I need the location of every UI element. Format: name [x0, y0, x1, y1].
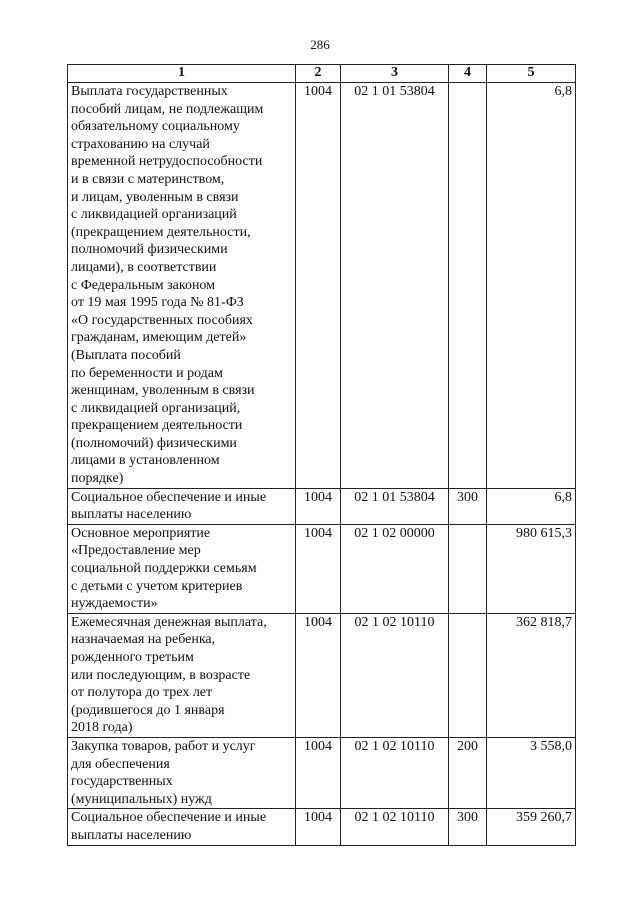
row-name-line: полномочий физическими [71, 242, 228, 258]
amount-cell: 3 558,0 [487, 737, 576, 808]
row-name-line: социальной поддержки семьям [71, 561, 257, 577]
amount-cell: 6,8 [487, 83, 576, 489]
section-cell: 1004 [296, 83, 341, 489]
header-col-5: 5 [487, 65, 576, 83]
row-name-line: прекращением деятельности [71, 418, 243, 434]
table-row [68, 488, 576, 524]
row-name-line: лицами в установленном [71, 453, 220, 469]
row-name-line: Выплата государственных [71, 84, 228, 99]
target-article-cell: 02 1 02 10110 [341, 809, 449, 845]
row-name-line: страхованию на случай [71, 136, 210, 152]
expense-type-cell: 300 [449, 488, 487, 524]
section-cell: 1004 [296, 809, 341, 845]
row-name-cell [68, 488, 296, 524]
section-cell: 1004 [296, 737, 341, 808]
row-name-line: (родившегося до 1 января [71, 702, 225, 718]
row-name-line: или последующим, в возрасте [71, 667, 251, 683]
row-name-cell [68, 809, 296, 845]
amount-cell: 362 818,7 [487, 613, 576, 737]
budget-table [67, 64, 576, 846]
row-name-line: Ежемесячная денежная выплата, [71, 614, 267, 630]
expense-type-cell [449, 524, 487, 613]
row-name-line: с Федеральным законом [71, 277, 216, 293]
amount-cell: 359 260,7 [487, 809, 576, 845]
table-row [68, 737, 576, 808]
header-col-1: 1 [68, 65, 296, 83]
row-name-line: выплаты населению [71, 507, 192, 523]
row-name-cell [68, 524, 296, 613]
row-name-cell [68, 613, 296, 737]
section-cell: 1004 [296, 524, 341, 613]
table-header [68, 65, 576, 83]
row-name-line: Закупка товаров, работ и услуг [71, 738, 256, 754]
target-article-cell: 02 1 01 53804 [341, 488, 449, 524]
row-name-line: порядке) [71, 471, 124, 487]
row-name-line: для обеспечения [71, 756, 170, 772]
row-name-line: с ликвидацией организаций [71, 207, 237, 223]
target-article-cell: 02 1 02 00000 [341, 524, 449, 613]
amount-cell: 980 615,3 [487, 524, 576, 613]
table-row [68, 809, 576, 845]
page-number: 286 [310, 37, 330, 52]
header-col-3: 3 [341, 65, 449, 83]
expense-type-cell [449, 613, 487, 737]
row-name-line: пособий лицам, не подлежащим [71, 101, 264, 117]
row-name-line: «Предоставление мер [71, 543, 201, 559]
target-article-cell: 02 1 02 10110 [341, 613, 449, 737]
table-row [68, 524, 576, 613]
header-col-4: 4 [449, 65, 487, 83]
row-name-line: назначаемая на ребенка, [71, 632, 216, 648]
row-name-line: обязательному социальному [71, 119, 240, 135]
row-name-line: рожденного третьим [71, 650, 194, 665]
row-name-line: (прекращением деятельности, [71, 224, 251, 240]
row-name-line: и в связи с материнством, [71, 171, 225, 187]
row-name-line: Социальное обеспечение и иные [71, 810, 267, 826]
row-name-line: государственных [71, 774, 173, 790]
target-article-cell: 02 1 01 53804 [341, 83, 449, 489]
header-col-2: 2 [296, 65, 341, 83]
row-name-line: Основное мероприятие [71, 525, 211, 541]
row-name-line: от полутора до трех лет [71, 685, 213, 701]
row-name-cell [68, 737, 296, 808]
row-name-line: 2018 года) [71, 720, 133, 736]
row-name-line: временной нетрудоспособности [71, 154, 263, 170]
row-name-line: с детьми с учетом критериев [71, 578, 243, 594]
section-cell: 1004 [296, 488, 341, 524]
row-name-line: женщинам, уволенным в связи [71, 383, 255, 399]
row-name-cell [68, 83, 296, 489]
amount-cell: 6,8 [487, 488, 576, 524]
row-name-line: от 19 мая 1995 года № 81-ФЗ [71, 295, 244, 311]
row-name-line: по беременности и родам [71, 365, 223, 381]
row-name-line: (муниципальных) нужд [71, 791, 212, 807]
row-name-line: Социальное обеспечение и иные [71, 489, 267, 505]
row-name-line: и лицам, уволенным в связи [71, 189, 239, 205]
target-article-cell: 02 1 02 10110 [341, 737, 449, 808]
row-name-line: гражданам, имеющим детей» [71, 330, 247, 346]
table-row [68, 613, 576, 737]
expense-type-cell [449, 83, 487, 489]
expense-type-cell: 200 [449, 737, 487, 808]
row-name-line: нуждаемости» [71, 596, 158, 612]
row-name-line: (полномочий) физическими [71, 435, 237, 451]
section-cell: 1004 [296, 613, 341, 737]
table-row [68, 83, 576, 489]
row-name-line: лицами), в соответствии [71, 259, 217, 275]
header-row [68, 65, 576, 83]
expense-type-cell: 300 [449, 809, 487, 845]
row-name-line: с ликвидацией организаций, [71, 400, 241, 416]
table-body [68, 83, 576, 846]
row-name-line: «О государственных пособиях [71, 312, 253, 328]
row-name-line: выплаты населению [71, 827, 192, 843]
row-name-line: (Выплата пособий [71, 347, 181, 363]
